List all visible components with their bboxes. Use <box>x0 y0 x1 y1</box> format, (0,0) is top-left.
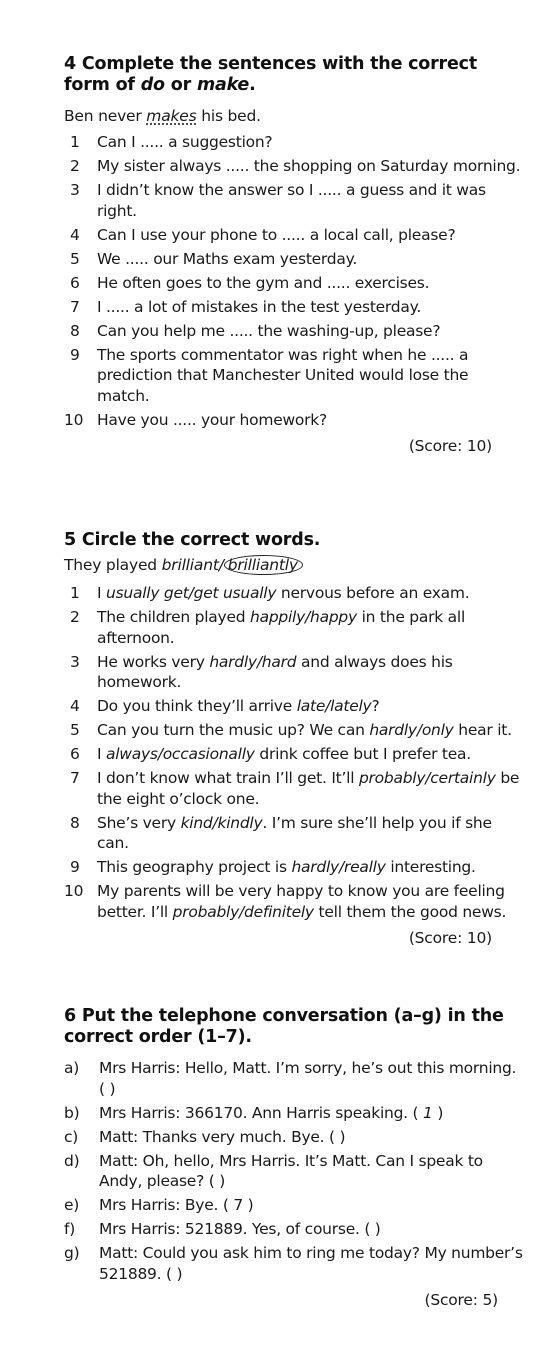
exercise-5-heading: 5 Circle the correct words. <box>64 530 321 550</box>
list-item: 6 He often goes to the gym and ..... exercises. <box>70 273 430 292</box>
list-item: 4 Can I use your phone to ..... a local call, please? <box>70 225 456 244</box>
exercise-4-list <box>64 132 524 430</box>
list-item: 8 Can you help me ..... the washing-up, please? <box>70 321 441 340</box>
list-item: 5 Can you turn the music up? We can hardly/only hear it. <box>70 721 512 739</box>
list-item: d) Matt: Oh, hello, Mrs Harris. It’s Matt. Can I speak to Andy, please? ( ) <box>64 1151 483 1190</box>
list-item: c) Matt: Thanks very much. Bye. ( ) <box>64 1127 346 1146</box>
exercise-5-score: (Score: 10) <box>408 929 492 947</box>
exercise-4 <box>64 54 524 456</box>
exercise-4-heading: 4 Complete the sentences with the correct form of do or make. <box>64 54 477 95</box>
example-answer: makes <box>146 107 197 125</box>
list-item: 10 Have you ..... your homework? <box>64 410 327 429</box>
list-item: b) Mrs Harris: 366170. Ann Harris speaking. ( 1 ) <box>64 1103 444 1122</box>
exercise-5-example: They played brilliant/ brilliantly <box>64 555 524 575</box>
list-item: 7 I don’t know what train I’ll get. It’ll probably/certainly be the eight o’clock one. <box>70 769 520 808</box>
list-item: 7 I ..... a lot of mistakes in the test yesterday. <box>70 297 422 316</box>
list-item: 9 The sports commentator was right when he ..... a prediction that Manchester United would lose the match. <box>70 345 469 405</box>
circled-answer: brilliantly <box>224 555 303 575</box>
list-item: 9 This geography project is hardly/really interesting. <box>70 858 476 876</box>
list-item: 4 Do you think they’ll arrive late/lately? <box>70 697 380 715</box>
list-item: f) Mrs Harris: 521889. Yes, of course. ( ) <box>64 1220 381 1238</box>
exercise-6-score: (Score: 5) <box>424 1291 498 1309</box>
exercise-4-score: (Score: 10) <box>408 437 492 455</box>
exercise-6-list <box>64 1058 524 1284</box>
list-item: 6 I always/occasionally drink coffee but I prefer tea. <box>70 745 471 763</box>
exercise-6-heading: 6 Put the telephone conversation (a–g) in the correct order (1–7). <box>64 1006 504 1047</box>
list-item: 10 My parents will be very happy to know you are feeling better. I’ll probably/definitely tell them the good news. <box>64 882 507 921</box>
list-item: 2 My sister always ..... the shopping on Saturday morning. <box>70 157 521 175</box>
exercise-4-example: Ben never makes his bed. <box>64 107 261 125</box>
exercise-5-list <box>64 583 524 922</box>
exercise-6 <box>64 1006 524 1310</box>
exercise-5 <box>64 530 524 948</box>
list-item: a) Mrs Harris: Hello, Matt. I’m sorry, he’s out this morning. ( ) <box>64 1059 517 1098</box>
list-item: 8 She’s very kind/kindly. I’m sure she’ll help you if she can. <box>70 813 492 852</box>
list-item: 1 Can I ..... a suggestion? <box>70 133 273 151</box>
list-item: g) Matt: Could you ask him to ring me today? My number’s 521889. ( ) <box>64 1244 523 1283</box>
list-item: 2 The children played happily/happy in the park all afternoon. <box>70 608 466 647</box>
list-item: 3 I didn’t know the answer so I ..... a guess and it was right. <box>70 181 486 220</box>
list-item: e) Mrs Harris: Bye. ( 7 ) <box>64 1196 254 1214</box>
list-item: 1 I usually get/get usually nervous before an exam. <box>70 584 470 602</box>
list-item: 3 He works very hardly/hard and always does his homework. <box>70 652 453 691</box>
list-item: 5 We ..... our Maths exam yesterday. <box>70 249 358 268</box>
